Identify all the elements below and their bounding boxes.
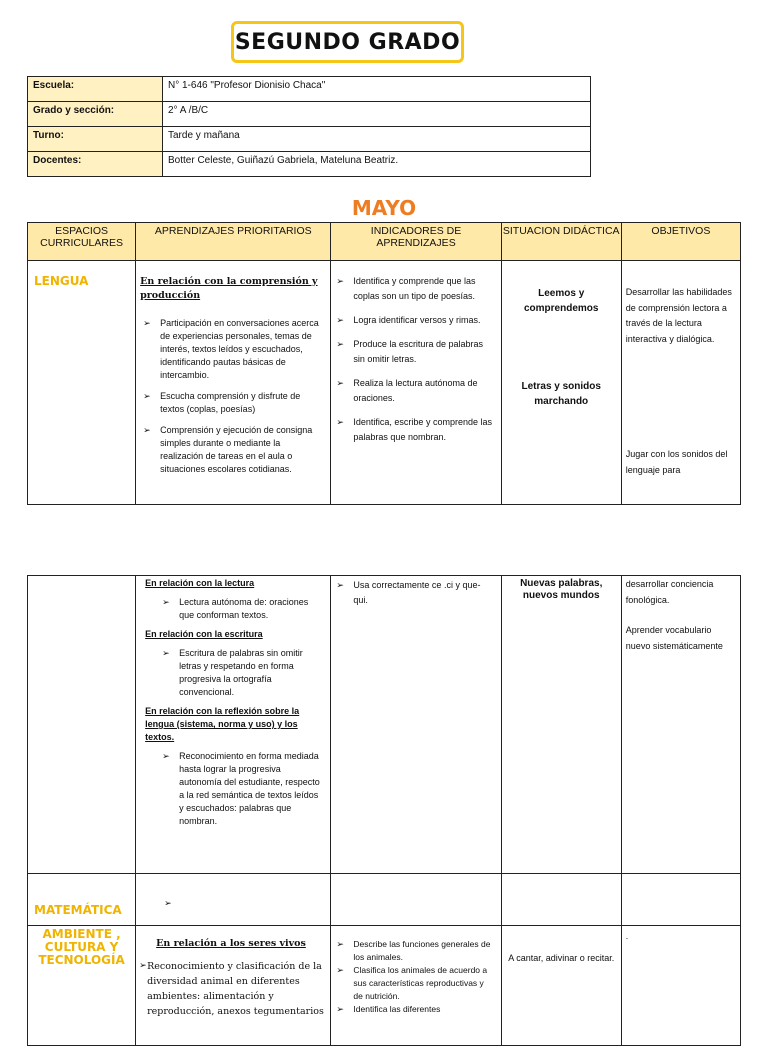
header-espacios: ESPACIOS CURRICULARES <box>28 223 136 261</box>
list-item: ➢ Escritura de palabras sin omitir letras y respetando en forma progresiva la ortografía convencional. <box>159 647 324 699</box>
header-situacion: SITUACION DIDÁCTICA <box>501 223 621 261</box>
section-heading: En relación con la escritura <box>145 629 263 639</box>
list-item: ➢ Usa correctamente ce .ci y que-qui. <box>333 578 492 608</box>
header-indicadores: INDICADORES DE APRENDIZAJES <box>331 223 501 261</box>
objetivo-text: Jugar con los sonidos del lenguaje para <box>625 449 728 475</box>
page-title: SEGUNDO GRADO <box>231 21 464 63</box>
situacion-text: A cantar, adivinar o recitar. <box>508 953 615 963</box>
list-item: ➢ Reconocimiento en forma mediada hasta lograr la progresiva autonomía del estudiante, respecto a la red semántica de textos leídos y escuchados: palabras que nombran. <box>159 750 324 828</box>
list-item: ➢ Clasifica los animales de acuerdo a sus características reproductivas y de nutrición. <box>333 964 492 1003</box>
info-row <box>28 77 591 102</box>
info-value: Botter Celeste, Guiñazú Gabriela, Mateluna Beatriz. <box>163 152 591 177</box>
school-info-table <box>27 76 591 177</box>
header-objetivos: OBJETIVOS <box>621 223 740 261</box>
list-item: ➢ Escucha comprensión y disfrute de textos (coplas, poesías) <box>140 390 322 416</box>
objetivo-text: Aprender vocabulario nuevo sistemáticamente <box>625 625 723 651</box>
objetivo-text: desarrollar conciencia fonológica. <box>625 579 714 605</box>
info-row <box>28 127 591 152</box>
objetivo-text: . <box>625 931 629 941</box>
bullet-marker: ➢ <box>164 898 172 908</box>
list-item: ➢ Reconocimiento y clasificación de la diversidad animal en diferentes ambientes: alimentación y reproducción, anexos tegumentarios <box>136 959 326 1019</box>
situacion-text: Letras y sonidos marchando <box>521 381 601 407</box>
area-matematica: MATEMÁTICA <box>34 903 122 917</box>
info-label: Grado y sección: <box>28 102 163 127</box>
list-item: ➢ Logra identificar versos y rimas. <box>333 313 492 328</box>
list-item: ➢ Participación en conversaciones acerca de experiencias personales, temas de interés, textos leídos y escuchados, identificando pautas básicas de intercambio. <box>140 317 322 382</box>
list-item: ➢ Comprensión y ejecución de consigna simples durante o mediante la realización de tareas en el aula o situaciones escolares cotidianas. <box>140 424 322 476</box>
list-item: ➢ Produce la escritura de palabras sin omitir letras. <box>333 337 492 367</box>
info-label: Turno: <box>28 127 163 152</box>
info-label: Escuela: <box>28 77 163 102</box>
info-label: Docentes: <box>28 152 163 177</box>
planning-table-page1 <box>27 222 741 505</box>
list-item: ➢ Lectura autónoma de: oraciones que conforman textos. <box>159 596 324 622</box>
lengua-row <box>28 261 741 505</box>
info-value: N° 1-646 "Profesor Dionisio Chaca" <box>163 77 591 102</box>
list-item: ➢ Identifica las diferentes <box>333 1003 492 1016</box>
section-heading: En relación a los seres vivos <box>156 938 306 949</box>
lengua-continued-row <box>28 576 741 874</box>
list-item: ➢ Describe las funciones generales de los animales. <box>333 938 492 964</box>
header-row <box>28 223 741 261</box>
situacion-text: Nuevas palabras, nuevos mundos <box>520 578 603 601</box>
info-row <box>28 102 591 127</box>
info-value: 2° A /B/C <box>163 102 591 127</box>
matematica-row <box>28 874 741 926</box>
list-item: ➢ Realiza la lectura autónoma de oraciones. <box>333 376 492 406</box>
area-lengua: LENGUA <box>34 274 89 288</box>
info-value: Tarde y mañana <box>163 127 591 152</box>
info-row <box>28 152 591 177</box>
header-aprendizajes: APRENDIZAJES PRIORITARIOS <box>136 223 331 261</box>
section-heading: En relación con la comprensión y producción <box>140 276 318 301</box>
list-item: ➢ Identifica y comprende que las coplas son un tipo de poesías. <box>333 274 492 304</box>
ambiente-row <box>28 926 741 1046</box>
area-ambiente: AMBIENTE , CULTURA Y TECNOLOGÍA <box>38 927 125 967</box>
list-item: ➢ Identifica, escribe y comprende las palabras que nombran. <box>333 415 492 445</box>
planning-table-page2 <box>27 575 741 1046</box>
section-heading: En relación con la reflexión sobre la lengua (sistema, norma y uso) y los textos. <box>145 706 300 742</box>
objetivo-text: Desarrollar las habilidades de comprensión lectora a través de la lectura interactiva y dialógica. <box>625 287 732 344</box>
situacion-text: Leemos y comprendemos <box>523 288 599 314</box>
section-heading: En relación con la lectura <box>145 578 255 588</box>
month-heading: MAYO <box>351 196 417 220</box>
